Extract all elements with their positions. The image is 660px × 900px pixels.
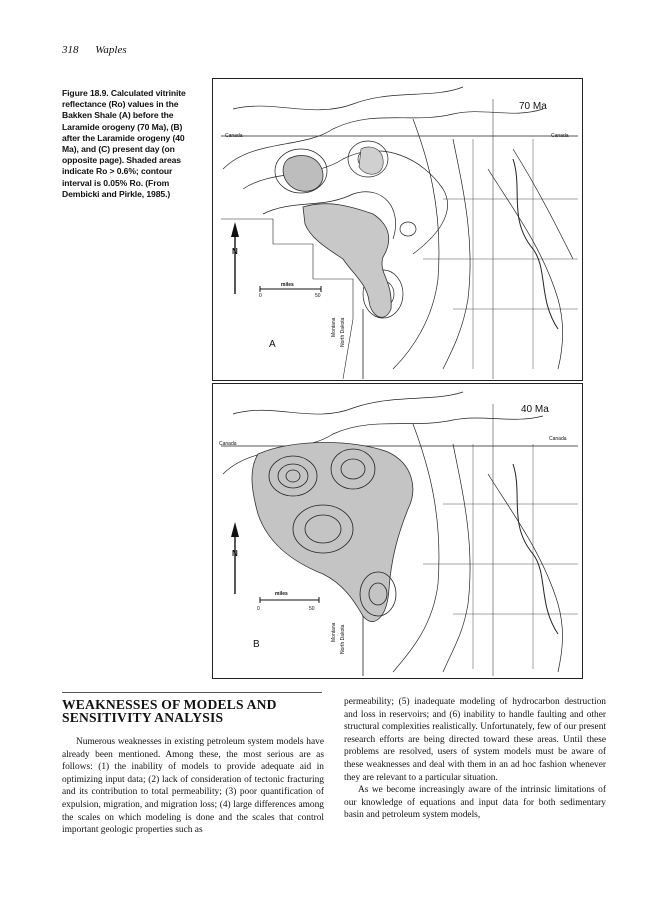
running-header: [62, 44, 141, 56]
section-rule: [62, 692, 322, 693]
right-paragraph-2: As we become increasingly aware of the intrinsic limitations of our knowledge of equations and input data for both sedimentary basin and petroleum system models,: [344, 785, 606, 821]
panel-b-canada-left: Canada: [219, 441, 237, 447]
panel-b-scale-start: 0: [257, 606, 260, 612]
figure-caption: Figure 18.9. Calculated vitrinite reflectance (Ro) values in the Bakken Shale (A) before the Laramide orogeny (70 Ma), (B) after the Laramide orogeny (40 Ma), and (C) present day (on opposite page). Shaded areas indicate Ro > 0.6%; contour interval is 0.05% Ro. (From Dembicki and Pirkle, 1985.): [62, 88, 186, 199]
panel-b-north-dakota: North Dakota: [340, 624, 346, 654]
contour-map-b: [213, 384, 582, 678]
body-column-left: Numerous weaknesses in existing petroleum system models have already been mentioned. Among these, the most serious are as follows: (1) the inability of models to provide adequate aid in optimizing input data; (2) lack of consideration of tectonic fracturing and its contribution to total permeability; (3) poor quantification of expulsion, migration, and migration loss; (4) large differences among the scales on which modeling is done and the scales that control important geologic properties such as: [62, 737, 324, 836]
running-author: Waples: [95, 44, 127, 56]
body-column-right: [344, 696, 606, 822]
panel-a-scale-unit: miles: [281, 282, 294, 288]
panel-a-north-dakota: North Dakota: [340, 317, 346, 347]
panel-b-north-label: N: [232, 549, 238, 558]
panel-a-canada-left: Canada: [225, 133, 243, 139]
panel-b-letter: B: [253, 639, 260, 650]
panel-a-scale-start: 0: [259, 293, 262, 299]
right-paragraph-1: permeability; (5) inadequate modeling of hydrocarbon destruction and loss in reservoirs; and (6) inability to handle faulting and other structural complexities realistically. Unfortunately, few of our present research efforts are being directed toward these areas. Until these problems are resolved, users of system models must be aware of these weaknesses and deal with them in an ad hoc fashion whenever they are relevant to a particular situation.: [344, 697, 606, 783]
map-panel-b: [212, 383, 583, 679]
map-panel-a: [212, 78, 583, 381]
panel-a-montana: Montana: [331, 317, 337, 337]
section-heading: WEAKNESSES OF MODELS AND SENSITIVITY ANALYSIS: [62, 697, 277, 725]
panel-b-scale-end: 50: [309, 606, 315, 612]
page-number: 318: [62, 44, 79, 56]
panel-b-montana: Montana: [331, 622, 337, 642]
panel-a-age: 70 Ma: [519, 101, 547, 112]
panel-b-age: 40 Ma: [521, 404, 549, 415]
panel-a-letter: A: [269, 339, 276, 350]
panel-b-canada-right: Canada: [549, 436, 567, 442]
panel-b-scale-unit: miles: [275, 591, 288, 597]
panel-a-canada-right: Canada: [551, 133, 569, 139]
panel-a-north-label: N: [232, 247, 238, 256]
contour-map-a: [213, 79, 582, 380]
panel-a-scale-end: 50: [315, 293, 321, 299]
